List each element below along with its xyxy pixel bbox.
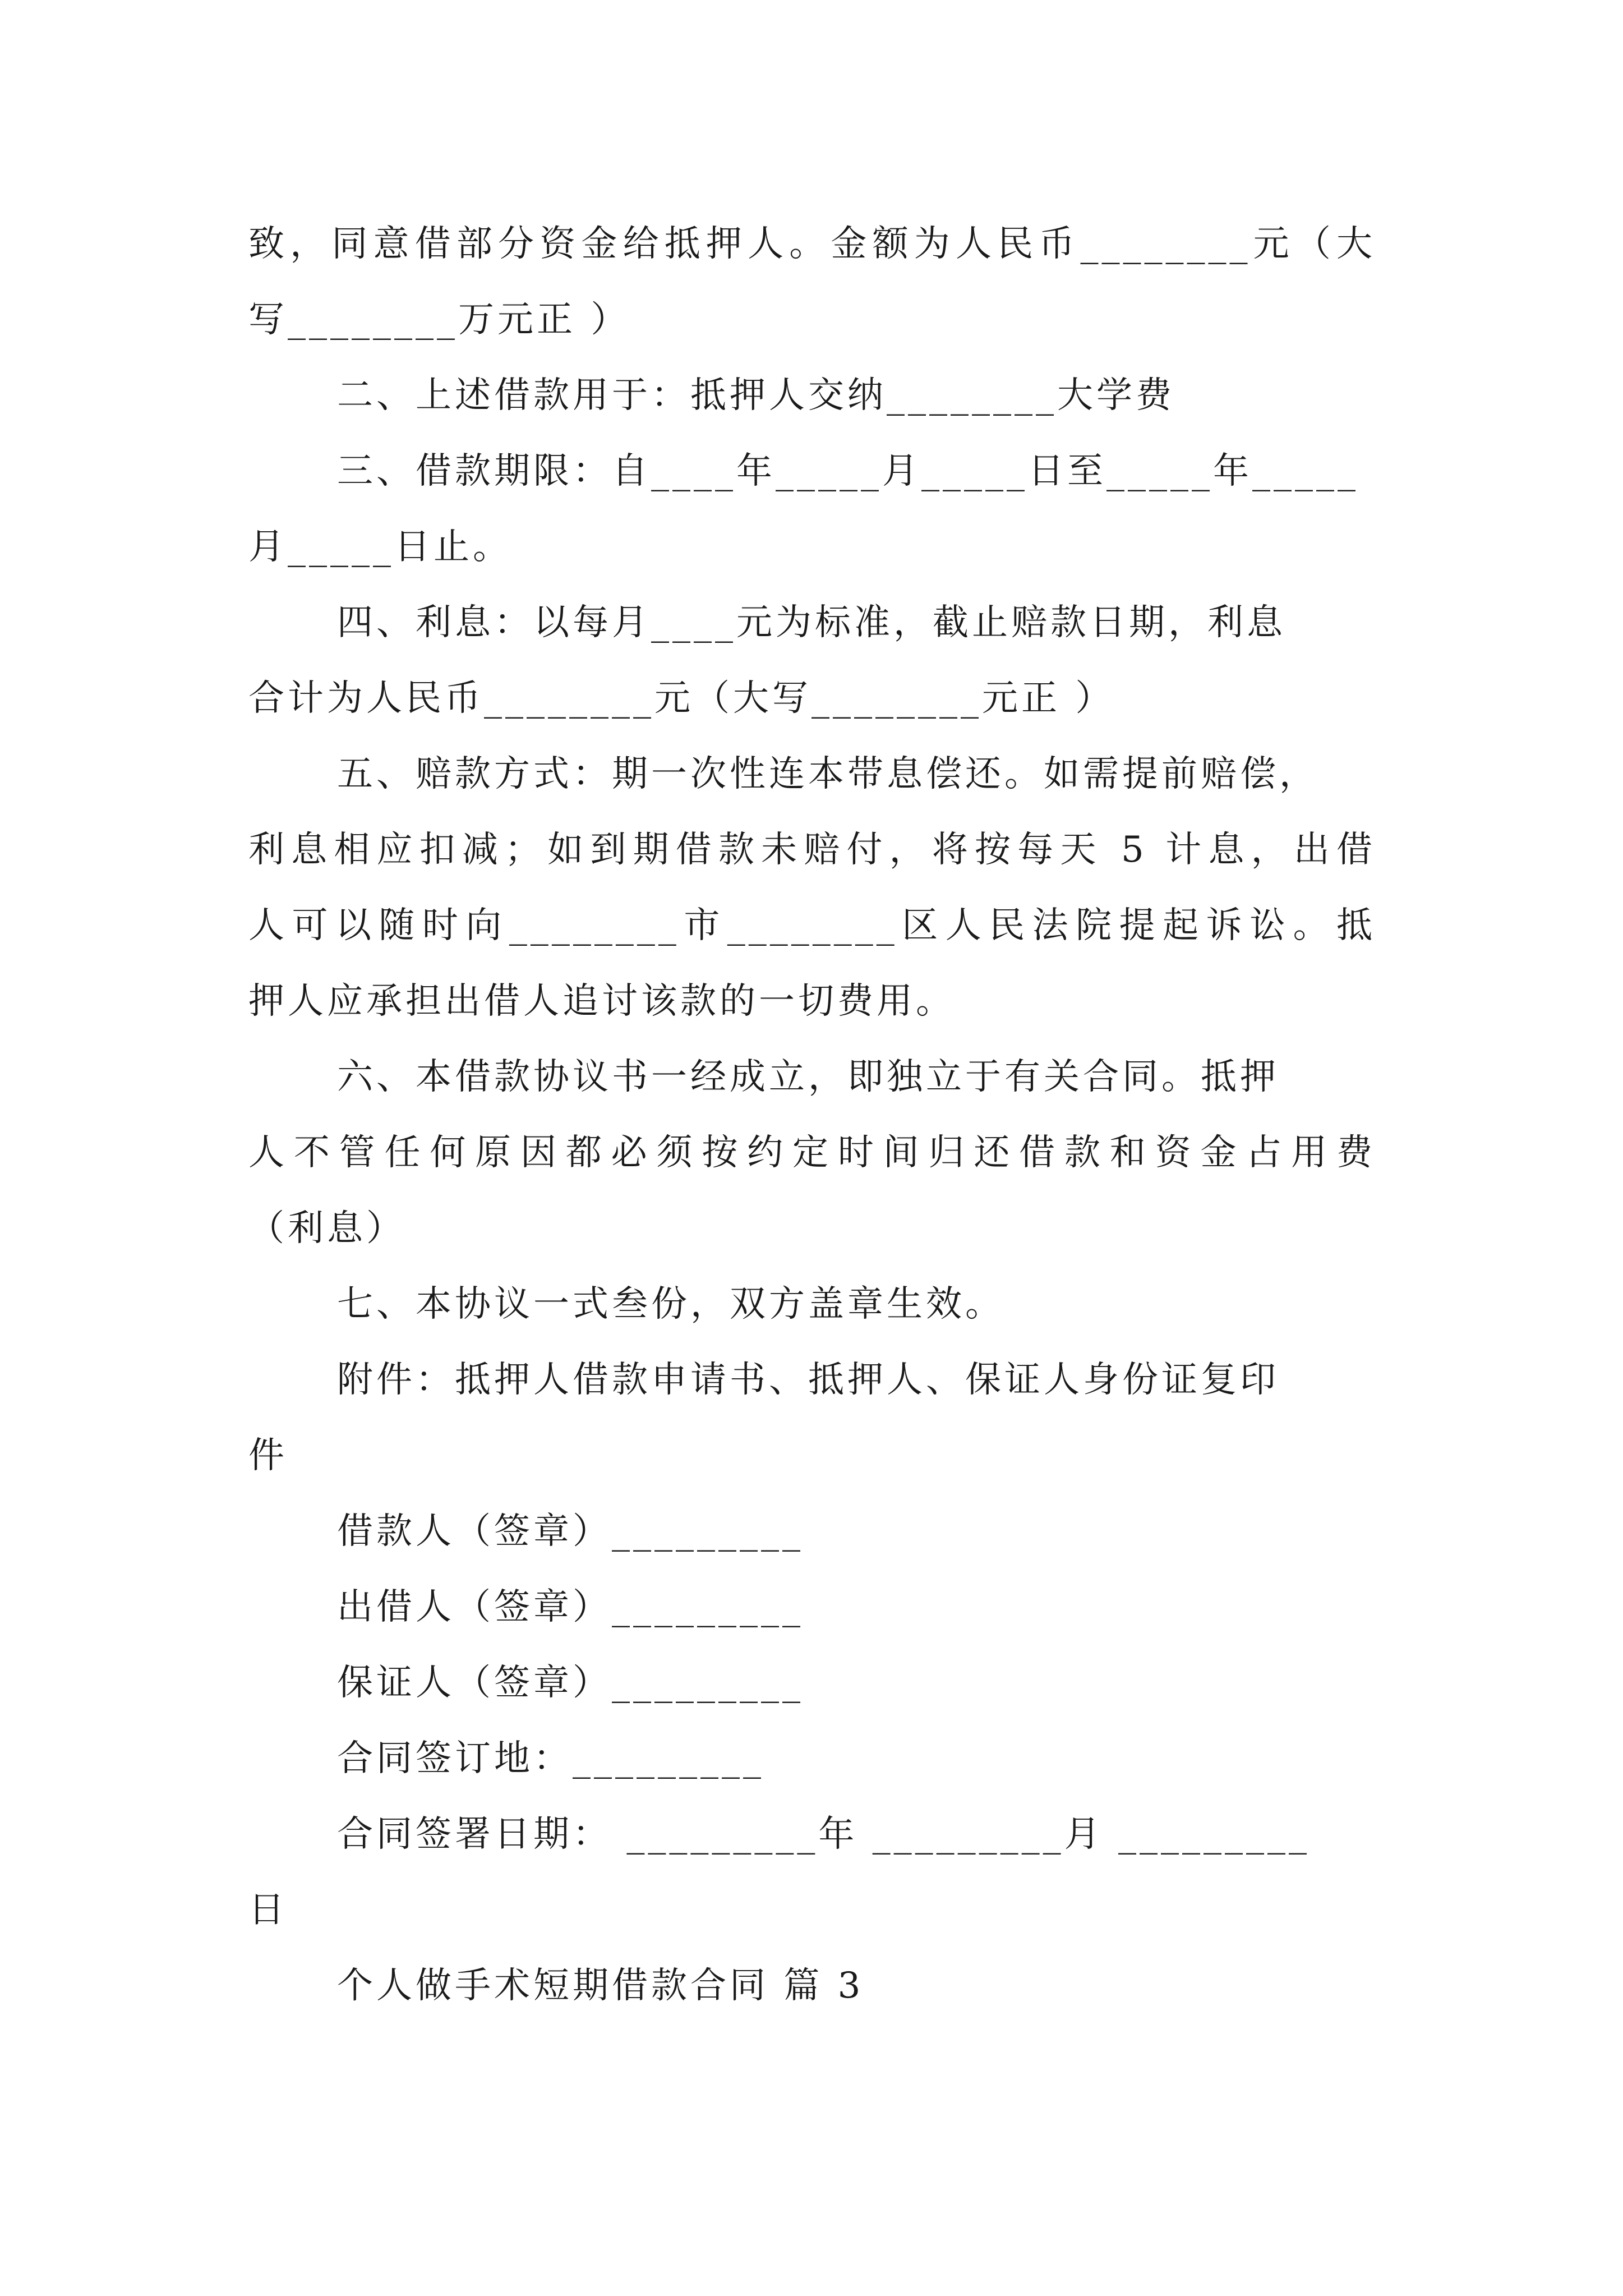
clause-5-line: 押人应承担出借人追讨该款的一切费用。 <box>248 981 955 1022</box>
clause-5-line: 人可以随时向________市________区人民法院提起诉讼。抵 <box>248 905 1376 946</box>
guarantor-signature-line: 保证人（签章）_________ <box>337 1662 804 1704</box>
clause-6-line: 六、本借款协议书一经成立，即独立于有关合同。抵押 <box>337 1056 1279 1098</box>
clause-7-line: 七、本协议一式叁份，双方盖章生效。 <box>337 1283 1004 1325</box>
clause-6-line: （利息） <box>248 1208 405 1249</box>
attachment-line: 件 <box>248 1435 288 1476</box>
clause-3-line: 月_____日止。 <box>248 526 512 568</box>
clause-2-line: 二、上述借款用于：抵押人交纳________大学费 <box>337 375 1175 416</box>
paragraph-line: 写________万元正 ） <box>248 299 630 341</box>
clause-5-line: 利息相应扣减；如到期借款未赔付，将按每天 5 计息，出借 <box>248 829 1376 871</box>
section-heading: 个人做手术短期借款合同 篇 3 <box>337 1965 864 2007</box>
lender-signature-line: 出借人（签章）_________ <box>337 1586 804 1628</box>
clause-4-line: 四、利息：以每月____元为标准，截止赔款日期，利息 <box>337 602 1286 643</box>
clause-5-line: 五、赔款方式：期一次性连本带息偿还。如需提前赔偿， <box>337 753 1318 795</box>
clause-4-line: 合计为人民币________元（大写________元正 ） <box>248 678 1115 719</box>
attachment-line: 附件：抵押人借款申请书、抵押人、保证人身份证复印 <box>337 1359 1279 1401</box>
signing-date-line: 日 <box>248 1889 288 1931</box>
clause-6-line: 人不管任何原因都必须按约定时间归还借款和资金占用费 <box>248 1132 1376 1174</box>
signing-place-line: 合同签订地：_________ <box>337 1738 764 1779</box>
clause-3-line: 三、借款期限：自____年_____月_____日至_____年_____ <box>337 450 1359 492</box>
paragraph-line: 致，同意借部分资金给抵押人。金额为人民币________元（大 <box>248 223 1376 265</box>
signing-date-line: 合同签署日期： _________年 _________月 _________ <box>337 1814 1311 1855</box>
borrower-signature-line: 借款人（签章）_________ <box>337 1511 804 1552</box>
